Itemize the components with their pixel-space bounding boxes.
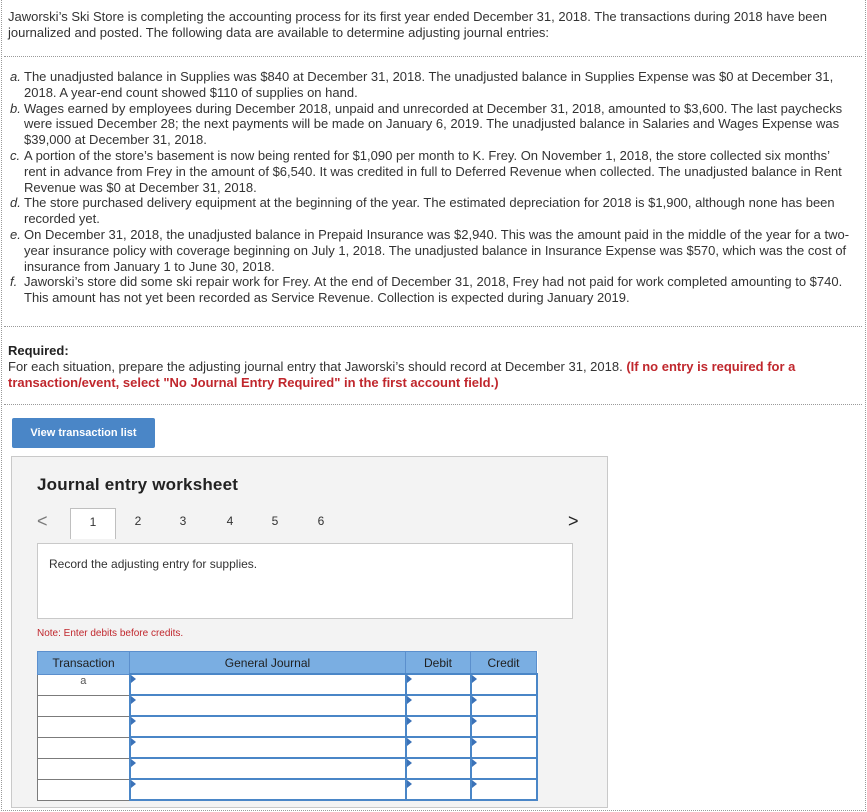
situations-list [8,69,853,306]
worksheet-tab[interactable]: 4 [226,514,234,528]
worksheet-tab[interactable]: 5 [271,514,279,528]
table-row [38,716,537,737]
column-header-general-journal: General Journal [130,652,406,675]
required-text: For each situation, prepare the adjusting journal entry that Jaworski’s should record at December 31, 2018. [8,359,623,374]
instruction-card [37,543,573,619]
transaction-cell [38,737,130,758]
worksheet-tab[interactable]: 3 [179,514,187,528]
transaction-cell [38,716,130,737]
table-row [38,695,537,716]
debit-input[interactable] [406,695,471,716]
situation-item: a. The unadjusted balance in Supplies was $840 at December 31, 2018. The unadjusted balance in Supplies Expense was $0 at December 31, 2018. A year-end count showed $110 of supplies on hand. [10,69,834,100]
credit-input[interactable] [471,779,537,800]
worksheet-tab[interactable]: 2 [134,514,142,528]
situation-item: f. Jaworski’s store did some ski repair work for Frey. At the end of December 31, 2018, Frey had not paid for work completed amounting to $740. This amount has not yet been recorded as Service Revenue. Collection is expected during January 2019. [10,274,843,306]
column-header-transaction: Transaction [38,652,130,675]
account-select[interactable] [130,716,406,737]
table-row [38,737,537,758]
required-note: (If no entry is required for a transaction/event, select "No Journal Entry Required" in the first account field.) [8,359,796,390]
column-header-credit: Credit [471,652,537,675]
required-heading: Required: [8,343,69,358]
situation-item: d. The store purchased delivery equipment at the beginning of the year. The estimated depreciation for 2018 is $1,900, although none has been recorded yet. [10,195,835,227]
credit-input[interactable] [471,737,537,758]
credit-input[interactable] [471,716,537,737]
debit-input[interactable] [406,779,471,800]
account-select[interactable] [130,695,406,716]
table-row [38,758,537,779]
divider [4,326,862,327]
instruction-text: Record the adjusting entry for supplies. [49,557,258,571]
debit-input[interactable] [406,758,471,779]
transaction-cell [38,758,130,779]
situation-item: c. A portion of the store’s basement is now being rented for $1,090 per month to K. Frey. On November 1, 2018, the store collected six months’ rent in advance from Frey in the amount of $6,540. It was credited in full to Deferred Revenue when collected. The unadjusted balance in Rent Revenue was $0 at December 31, 2018. [10,147,842,195]
transaction-cell [38,779,130,800]
worksheet-title: Journal entry worksheet [37,475,239,494]
debit-input[interactable] [406,716,471,737]
column-header-debit: Debit [406,652,471,675]
chevron-right-icon[interactable]: > [568,511,579,531]
required-section [8,343,853,391]
chevron-left-icon[interactable]: < [37,511,48,531]
journal-table [37,651,538,801]
debits-note: Note: Enter debits before credits. [37,628,184,639]
account-select[interactable] [130,674,406,695]
situation-item: b. Wages earned by employees during December 2018, unpaid and unrecorded at December 31, 2018, amounted to $3,600. The last paychecks were issued December 28; the next payments will be made on January 6, 2019. The unadjusted balance in Salaries and Wages Expense was $39,000 at December 31, 2018. [10,100,843,148]
debit-input[interactable] [406,674,471,695]
account-select[interactable] [130,758,406,779]
divider [4,56,862,57]
intro-text: Jaworski’s Ski Store is completing the accounting process for its first year ended December 31, 2018. The transactions during 2018 have been journalized and posted. The following data are available to determine adjusting journal entries: [8,9,827,40]
credit-input[interactable] [471,758,537,779]
table-row [38,779,537,800]
worksheet-tab[interactable]: 6 [317,514,325,528]
worksheet-tab[interactable]: 1 [70,508,116,539]
view-transaction-list-button[interactable]: View transaction list [12,418,155,448]
table-row [38,674,537,695]
debit-input[interactable] [406,737,471,758]
credit-input[interactable] [471,695,537,716]
credit-input[interactable] [471,674,537,695]
journal-entry-worksheet [11,456,608,808]
account-select[interactable] [130,737,406,758]
divider [4,404,862,405]
account-select[interactable] [130,779,406,800]
transaction-cell: a [38,674,130,695]
situation-item: e. On December 31, 2018, the unadjusted balance in Prepaid Insurance was $2,940. This was the amount paid in the middle of the year for a two-year insurance policy with coverage beginning on July 1, 2018. The unadjusted balance in Insurance Expense was $570, which was the cost of insurance from January 1 to June 30, 2018. [10,226,850,274]
transaction-cell [38,695,130,716]
